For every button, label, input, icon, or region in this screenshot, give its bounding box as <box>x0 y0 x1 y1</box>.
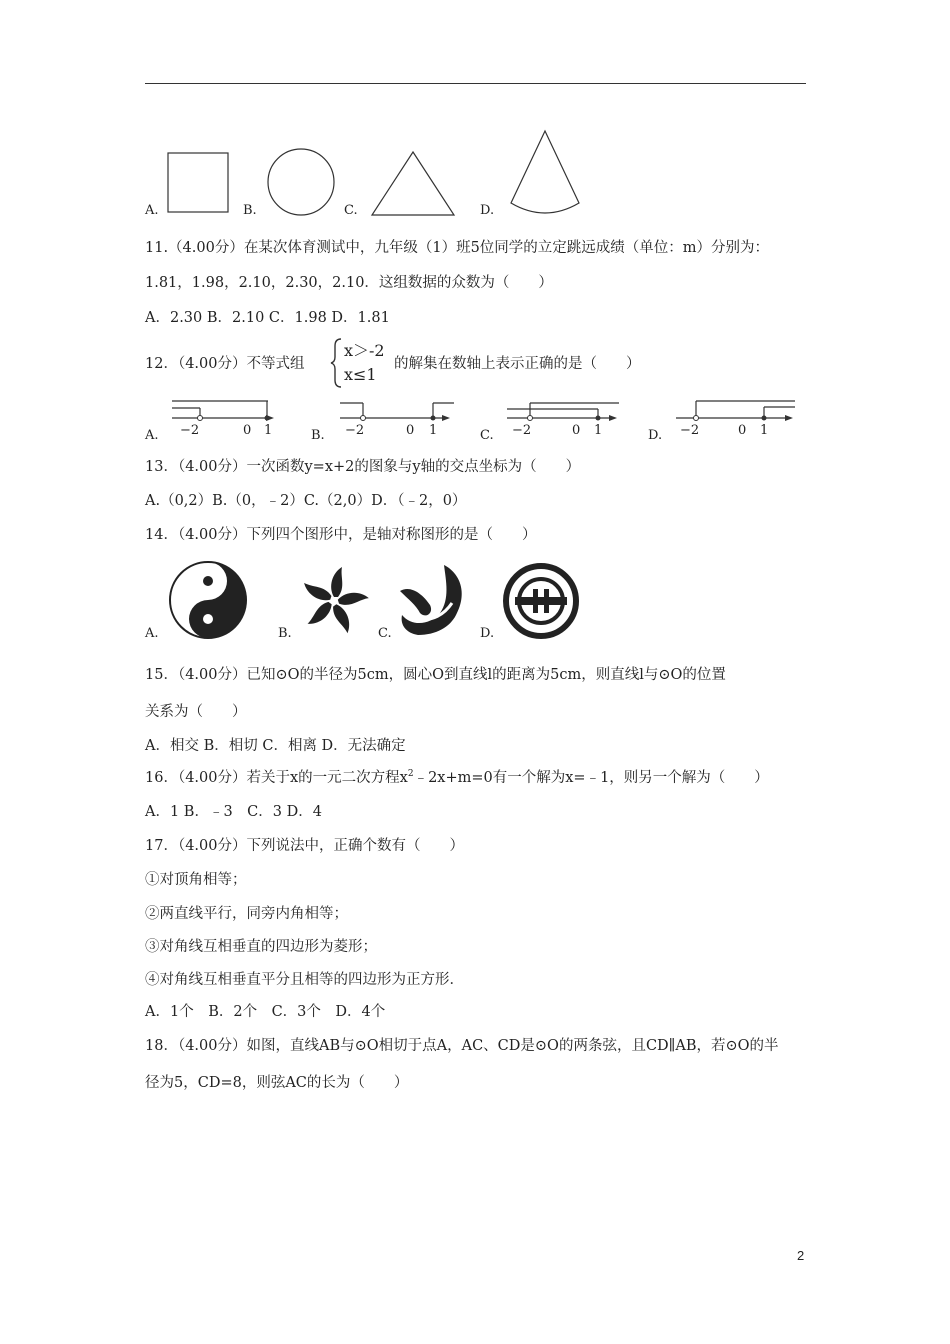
q12-stem-prefix: 12．（4.00分）不等式组 <box>145 356 305 372</box>
tick-d-neg2: −2 <box>680 423 700 438</box>
page-number: 2 <box>797 1248 805 1263</box>
header-rule <box>145 83 806 84</box>
q14-stem: 14．（4.00分）下列四个图形中，是轴对称图形的是（ ） <box>145 527 537 543</box>
tick-a-zero: 0 <box>243 423 252 438</box>
q17-statement-2: ②两直线平行，同旁内角相等； <box>145 906 348 922</box>
q17-statement-3: ③对角线互相垂直的四边形为菱形； <box>145 939 377 955</box>
q14-option-b-label: B. <box>278 626 292 641</box>
q16-exponent: 2 <box>407 769 414 779</box>
q15-stem-line1: 15．（4.00分）已知⊙O的半径为5cm，圆心O到直线l的距离为5cm，则直线l与⊙O的位置 <box>145 667 726 683</box>
tick-b-neg2: −2 <box>345 423 365 438</box>
q14-option-c-label: C. <box>378 626 392 641</box>
q12-option-a-label: A. <box>145 428 159 443</box>
q10-option-a-label: A. <box>145 203 159 218</box>
q10-option-c-label: C. <box>344 203 358 218</box>
q16-stem-pre: 16．（4.00分）若关于x的一元二次方程x <box>145 770 408 786</box>
q16-stem <box>145 766 769 787</box>
tick-b-zero: 0 <box>406 423 415 438</box>
left-brace-icon <box>331 338 343 388</box>
cone-figure <box>507 128 585 216</box>
tick-a-one: 1 <box>264 423 273 438</box>
bauhinia-figure <box>296 563 372 639</box>
yin-yang-figure <box>168 560 250 642</box>
q12-option-d-label: D. <box>648 428 663 443</box>
q17-options: A．1个 B．2个 C．3个 D．4个 <box>145 1004 386 1020</box>
tick-b-one: 1 <box>429 423 438 438</box>
q12-inequality-2: x≤1 <box>344 365 377 384</box>
triangle-figure <box>370 150 456 218</box>
tick-c-one: 1 <box>594 423 603 438</box>
swoosh-logo-figure <box>396 563 474 639</box>
q12-option-b-label: B. <box>311 428 325 443</box>
q12-stem-suffix: 的解集在数轴上表示正确的是（ ） <box>394 356 641 372</box>
q16-options: A．1 B．﹣3 C．3 D．4 <box>145 804 322 820</box>
q15-options: A．相交 B．相切 C．相离 D．无法确定 <box>145 738 406 754</box>
q17-statement-4: ④对角线互相垂直平分且相等的四边形为正方形． <box>145 972 464 988</box>
q11-options: A．2.30 B．2.10 C．1.98 D．1.81 <box>145 310 390 326</box>
q10-option-d-label: D. <box>480 203 495 218</box>
bank-logo-figure <box>501 563 581 639</box>
q13-stem: 13．（4.00分）一次函数y=x+2的图象与y轴的交点坐标为（ ） <box>145 459 581 475</box>
q15-stem-line2: 关系为（ ） <box>145 704 247 720</box>
circle-figure <box>266 147 338 219</box>
q14-option-a-label: A. <box>145 626 159 641</box>
q17-statement-1: ①对顶角相等； <box>145 872 247 888</box>
q14-option-d-label: D. <box>480 626 495 641</box>
q18-stem-line2: 径为5，CD=8，则弦AC的长为（ ） <box>145 1075 409 1091</box>
q10-option-b-label: B. <box>243 203 257 218</box>
tick-d-zero: 0 <box>738 423 747 438</box>
tick-a-neg2: −2 <box>180 423 200 438</box>
q12-option-c-label: C. <box>480 428 494 443</box>
q18-stem-line1: 18．（4.00分）如图，直线AB与⊙O相切于点A，AC、CD是⊙O的两条弦，且CD∥AB，若⊙O的半 <box>145 1038 779 1054</box>
q16-stem-post: ﹣2x+m=0有一个解为x=﹣1，则另一个解为（ ） <box>413 770 769 786</box>
square-figure <box>167 152 229 214</box>
q17-stem: 17．（4.00分）下列说法中，正确个数有（ ） <box>145 838 464 854</box>
tick-c-zero: 0 <box>572 423 581 438</box>
q11-stem-line2: 1.81，1.98，2.10，2.30，2.10．这组数据的众数为（ ） <box>145 275 553 291</box>
q12-inequality-1: x＞-2 <box>344 341 385 360</box>
q11-stem-line1: 11.（4.00分）在某次体育测试中，九年级（1）班5位同学的立定跳远成绩（单位：m）分别为： <box>145 240 770 256</box>
q13-options: A.（0,2）B.（0，﹣2）C.（2,0）D．（﹣2，0） <box>145 493 467 509</box>
tick-d-one: 1 <box>760 423 769 438</box>
tick-c-neg2: −2 <box>512 423 532 438</box>
